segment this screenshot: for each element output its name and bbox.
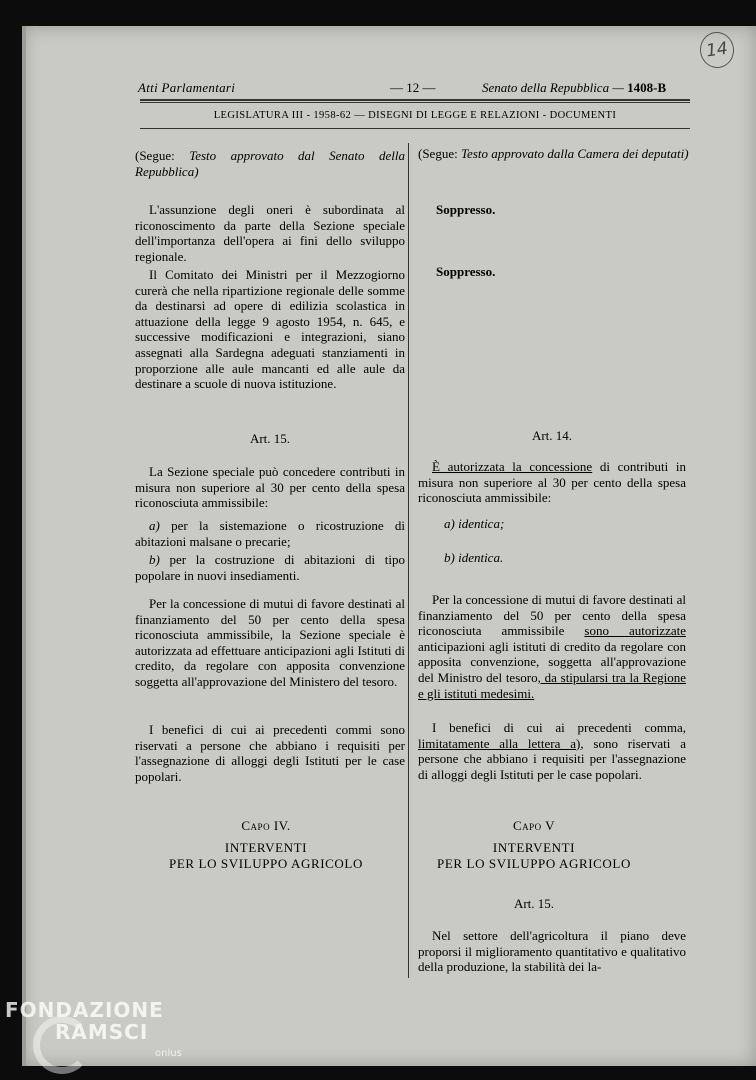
subheader: LEGISLATURA III - 1958-62 — DISEGNI DI LEGGE E RELAZIONI - DOCUMENTI bbox=[213, 110, 617, 121]
left-item-b-text: per la costruzione di abitazioni di tipo popolare in nuovi insediamenti. bbox=[135, 552, 406, 583]
left-paragraph-1: L'assunzione degli oneri è subordinata al riconoscimento da parte della Sezione speciale dell'importanza dell'opera ai fini dello sviluppo regionale. bbox=[135, 202, 405, 264]
left-paragraph-4: Per la concessione di mutui di favore destinati al finanziamento del 50 per cento della spesa riconosciuta ammissibile, la Sezione speciale è autorizzata ad effettuare anticipazioni agli Istituti di credito, da regolare con apposita convenzione soggetta all'approvazione del Ministero del tesoro. bbox=[135, 596, 405, 689]
left-paragraph-3: La Sezione speciale può concedere contributi in misura non superiore al 30 per cento della spesa riconosciuta ammissibile: bbox=[135, 464, 405, 511]
left-capo-label: Capo IV. bbox=[241, 818, 291, 833]
right-paragraph-3-underlined: È autorizzata la concessione bbox=[432, 459, 593, 474]
subheader-rule bbox=[140, 128, 690, 129]
left-capo-title-2: PER LO SVILUPPO AGRICOLO bbox=[169, 856, 363, 871]
right-article-15-title: Art. 15. bbox=[513, 896, 555, 911]
right-heading-title: Testo approvato dalla Camera dei deputati) bbox=[460, 146, 689, 161]
header-rule bbox=[140, 99, 690, 101]
right-capo-title-2: PER LO SVILUPPO AGRICOLO bbox=[437, 856, 631, 871]
right-paragraph-5-a: I benefici di cui ai precedenti comma, bbox=[432, 720, 686, 735]
page-edge bbox=[22, 26, 26, 1066]
left-item-a-text: per la sistemazione o ricostruzione di abitazioni malsane o precarie; bbox=[135, 518, 405, 549]
left-item-a bbox=[135, 518, 405, 549]
right-item-a: a) identica; bbox=[444, 516, 505, 531]
right-soppresso-2: Soppresso. bbox=[436, 264, 496, 279]
right-paragraph-4-b: anticipazioni agli istituti di credito da regolare con apposita convenzione, soggetta all'approvazione del Ministro del tesoro bbox=[418, 638, 686, 685]
right-paragraph-3-text: di contributi in misura non superiore al 30 per cento della spesa riconosciuta ammissibile: bbox=[418, 459, 686, 506]
header-right-text: Senato della Repubblica — bbox=[482, 80, 624, 95]
right-paragraph-4 bbox=[418, 592, 686, 701]
header-right bbox=[482, 80, 666, 96]
page-number-stamp: 14 bbox=[698, 30, 737, 70]
right-paragraph-5-b: , sono riservati a persone che abbiano i requisiti per l'assegnazione di alloggi degli Istituti per le case popolari. bbox=[418, 735, 687, 782]
right-paragraph-4-underlined-1: sono autorizzate bbox=[584, 623, 686, 639]
right-paragraph-5 bbox=[418, 720, 686, 782]
right-soppresso-1: Soppresso. bbox=[436, 202, 496, 217]
right-article-title: Art. 14. bbox=[531, 428, 573, 443]
left-paragraph-2: Il Comitato dei Ministri per il Mezzogiorno curerà che nella ripartizione regionale delle somme da destinarsi ad opere di edilizia scolastica in attuazione della legge 9 agosto 1954, n. 645, e successive modificazioni e integrazioni, siano assegnati alla Sardegna adeguati stanziamenti in proporzione alle aule mancanti ed alle aule da destinare a scuole di nuova istituzione. bbox=[135, 267, 405, 392]
right-paragraph-3 bbox=[418, 459, 686, 506]
left-paragraph-5: I benefici di cui ai precedenti commi sono riservati a persone che abbiano i requisiti per l'assegnazione di alloggi degli Istituti per le case popolari. bbox=[135, 722, 405, 784]
header-page-number: — 12 — bbox=[390, 80, 436, 95]
left-item-a-label: a) bbox=[149, 518, 160, 533]
watermark-line-3: onlus bbox=[155, 1048, 182, 1059]
right-capo-label: Capo V bbox=[512, 818, 556, 833]
watermark-line-2: RAMSCI bbox=[55, 1020, 149, 1044]
left-item-b-label: b) bbox=[149, 552, 160, 567]
column-divider bbox=[408, 143, 409, 978]
right-paragraph-5-underlined: limitatamente alla lettera a) bbox=[418, 735, 581, 751]
fondazione-gramsci-watermark bbox=[5, 998, 182, 1059]
right-paragraph-6: Nel settore dell'agricoltura il piano deve proporsi il miglioramento quantitativo e qualitativo della produzione, la stabilità dei la- bbox=[418, 928, 686, 975]
right-paragraph-4-underlined-2: , da stipularsi tra la Regione e gli istituti medesimi. bbox=[418, 669, 686, 701]
header-rule-thin bbox=[140, 102, 690, 103]
left-heading-prefix: (Segue: bbox=[135, 148, 175, 163]
left-heading-title: Testo approvato dal Senato della Repubblica) bbox=[135, 148, 405, 179]
right-heading bbox=[418, 146, 690, 162]
left-heading bbox=[135, 148, 405, 179]
right-item-b: b) identica. bbox=[444, 550, 504, 565]
header-left: Atti Parlamentari bbox=[138, 80, 236, 95]
right-heading-prefix: (Segue: bbox=[418, 146, 458, 161]
left-article-title: Art. 15. bbox=[249, 431, 291, 446]
left-item-b bbox=[135, 552, 405, 583]
watermark-line-1: FONDAZIONE bbox=[5, 998, 164, 1022]
left-capo-title-1: INTERVENTI bbox=[224, 840, 308, 855]
right-paragraph-4-a: Per la concessione di mutui di favore destinati al finanziamento del 50 per cento della spesa riconosciuta ammissibile bbox=[418, 592, 686, 639]
header-document-number: 1408-B bbox=[627, 80, 667, 95]
right-capo-title-1: INTERVENTI bbox=[492, 840, 576, 855]
